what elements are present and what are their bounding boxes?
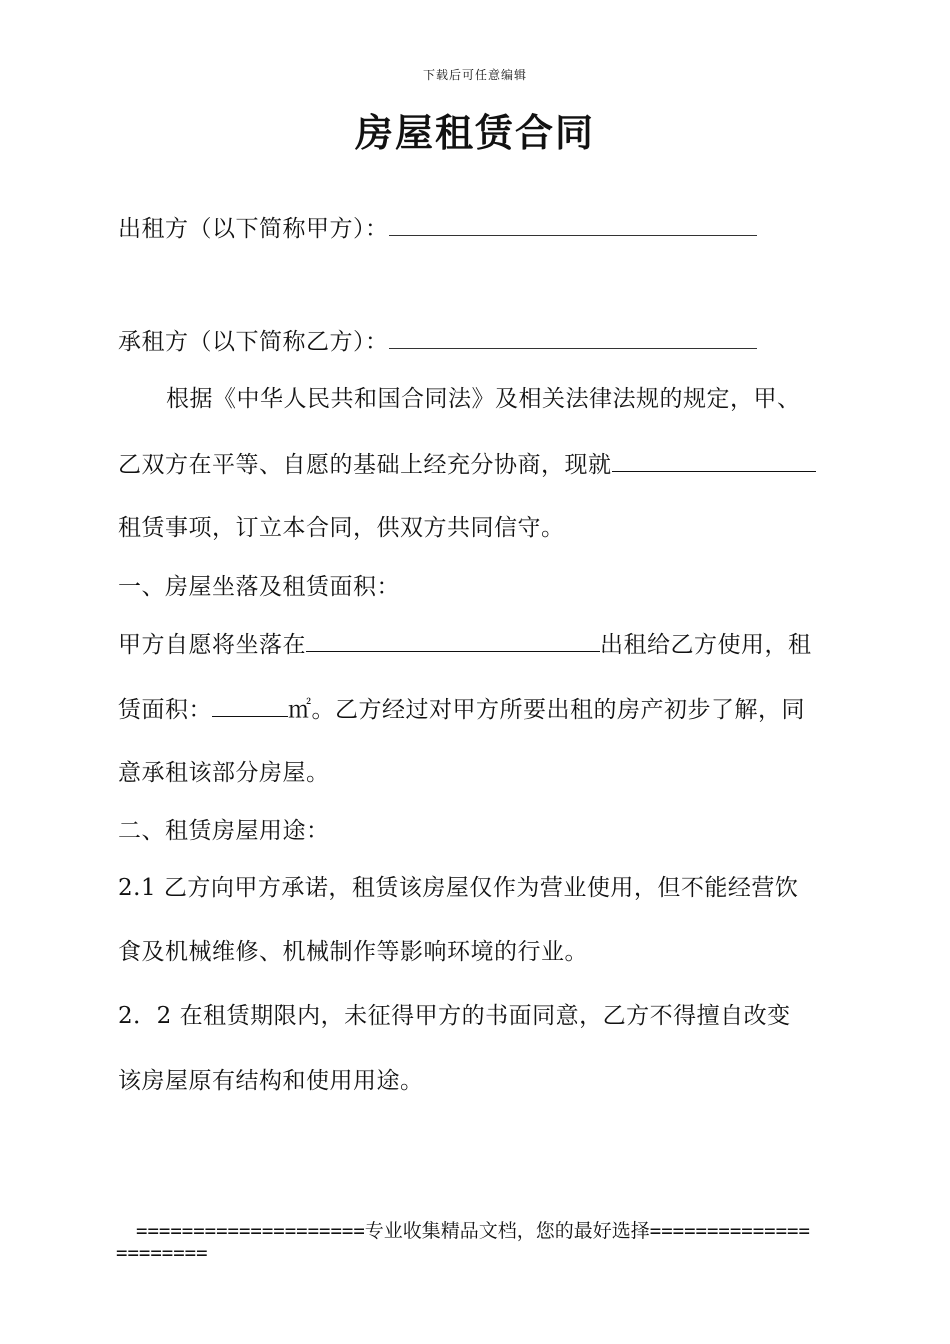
location-blank[interactable] bbox=[306, 629, 600, 652]
section1-text-d: ㎡。乙方经过对甲方所要出租的房产初步了解，同 bbox=[288, 697, 805, 723]
footer-banner-continuation: ======== bbox=[116, 1242, 208, 1264]
area-blank[interactable] bbox=[212, 694, 288, 717]
section1-heading: 一、房屋坐落及租赁面积： bbox=[118, 574, 400, 600]
lessor-line bbox=[118, 213, 858, 244]
clause-2-1-line-2: 食及机械维修、机械制作等影响环境的行业。 bbox=[118, 939, 588, 965]
section1-line-1 bbox=[118, 629, 858, 660]
clause-2-1-line-1: 2.1 乙方向甲方承诺，租赁该房屋仅作为营业使用，但不能经营饮 bbox=[118, 875, 799, 901]
section1-line-3: 意承租该部分房屋。 bbox=[118, 760, 330, 786]
section1-text-c: 赁面积： bbox=[118, 697, 212, 723]
lessee-label: 承租方（以下简称乙方）： bbox=[118, 329, 389, 355]
lessee-name-blank[interactable] bbox=[389, 326, 757, 349]
preamble-line-3: 租赁事项，订立本合同，供双方共同信守。 bbox=[118, 515, 565, 541]
section1-text-a: 甲方自愿将坐落在 bbox=[118, 632, 306, 658]
section1-line-2 bbox=[118, 694, 858, 725]
preamble-line-2 bbox=[118, 449, 858, 480]
lease-subject-blank[interactable] bbox=[612, 449, 816, 472]
lessor-label: 出租方（以下简称甲方）： bbox=[118, 216, 389, 242]
section2-heading: 二、租赁房屋用途： bbox=[118, 818, 330, 844]
preamble-text: 乙双方在平等、自愿的基础上经充分协商，现就 bbox=[118, 452, 612, 478]
lessor-name-blank[interactable] bbox=[389, 213, 757, 236]
lessee-line bbox=[118, 326, 858, 357]
section1-text-b: 出租给乙方使用，租 bbox=[600, 632, 812, 658]
document-title: 房屋租赁合同 bbox=[354, 110, 595, 155]
clause-2-2-line-2: 该房屋原有结构和使用用途。 bbox=[118, 1068, 424, 1094]
header-note: 下载后可任意编辑 bbox=[422, 68, 527, 82]
clause-2-2-line-1: 2．2 在租赁期限内，未征得甲方的书面同意，乙方不得擅自改变 bbox=[118, 1003, 791, 1029]
preamble-line-1: 根据《中华人民共和国合同法》及相关法律法规的规定，甲、 bbox=[166, 386, 801, 412]
footer-banner: ====================专业收集精品文档，您的最好选择============== bbox=[136, 1220, 810, 1242]
